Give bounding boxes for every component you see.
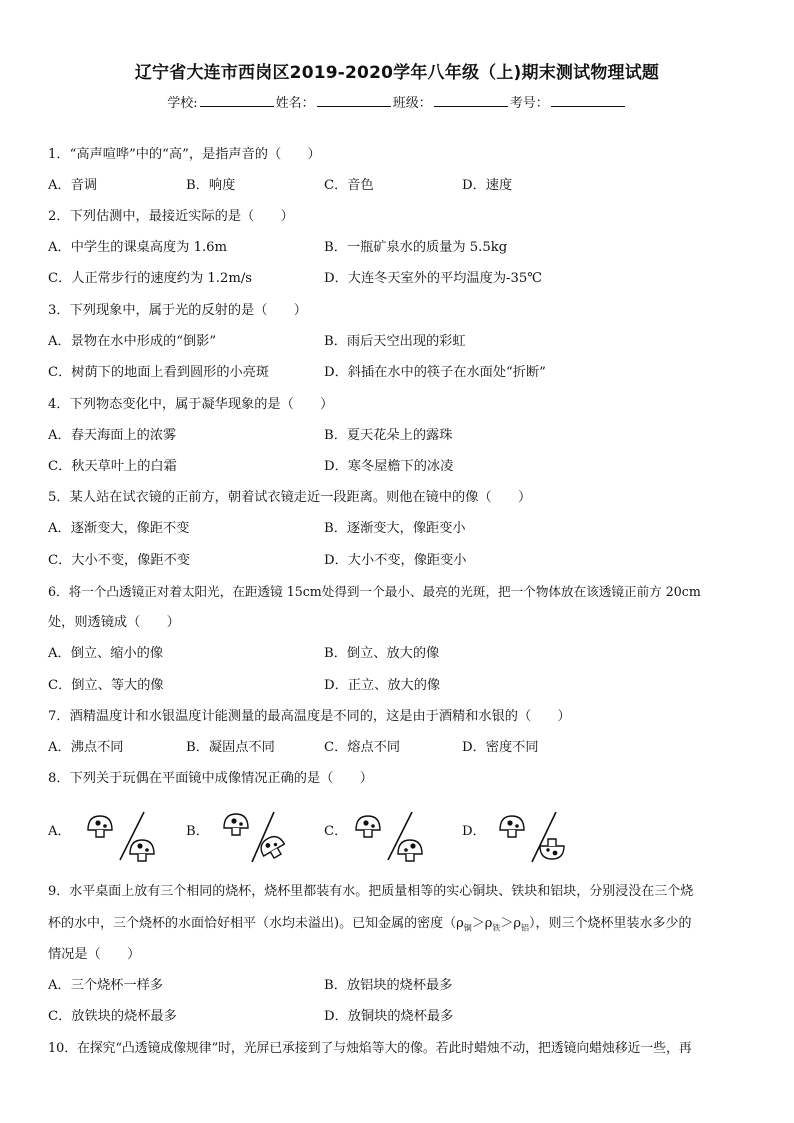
question-3-option-b: B．雨后天空出现的彩虹 [324,334,466,349]
toy-mushroom-image-icon [257,833,288,862]
toy-mushroom-image-icon [398,840,422,861]
name-label: 姓名： [275,96,315,111]
question-6-stem-cont: 处，则透镜成（ ） [48,615,180,630]
question-7-stem: 7．酒精温度计和水银温度计能测量的最高温度是不同的，这是由于酒精和水银的（ ） [48,709,571,724]
exam-title: 辽宁省大连市西岗区2019-2020学年八年级（上)期末测试物理试题 [134,63,660,83]
question-5-option-b: B．逐渐变大，像距变小 [324,521,466,536]
question-3-option-d: D．斜插在水中的筷子在水面处“折断” [324,365,546,380]
question-7-option-c: C．熔点不同 [324,740,401,755]
id-blank[interactable] [551,94,625,107]
question-4-option-b: B．夏天花朵上的露珠 [324,428,453,443]
question-8-option-d-label: D． [462,824,486,839]
question-2-option-c: C．人正常步行的速度约为 1.2m/s [48,271,253,286]
question-2-stem: 2．下列估测中，最接近实际的是（ ） [48,209,294,224]
question-2-option-d: D．大连冬天室外的平均温度为-35℃ [324,271,542,286]
question-1-stem: 1．“高声喧哗”中的“高”，是指声音的（ ） [48,147,321,162]
question-5-stem: 5．某人站在试衣镜的正前方，朝着试衣镜走近一段距离。则他在镜中的像（ ） [48,490,532,505]
question-1-option-d: D．速度 [462,178,513,193]
question-3-option-a: A．景物在水中形成的“倒影” [48,334,217,349]
question-5-option-a: A．逐渐变大，像距不变 [48,521,190,536]
mirror-image-figure-c [350,808,450,868]
question-5-option-c: C．大小不变，像距不变 [48,553,190,568]
question-8-stem: 8．下列关于玩偶在平面镜中成像情况正确的是（ ） [48,771,373,786]
question-8-option-c[interactable] [324,808,444,868]
question-9-stem: 9．水平桌面上放有三个相同的烧杯，烧杯里都装有水。把质量相等的实心铜块、铁块和铝块，分别浸没在三个烧 [48,884,694,899]
mirror-image-figure-b [216,808,316,868]
class-blank[interactable] [434,94,508,107]
question-6-option-b: B．倒立、放大的像 [324,646,440,661]
question-3-option-c: C．树荫下的地面上看到圆形的小亮斑 [48,365,270,380]
question-6-option-c: C．倒立、等大的像 [48,678,164,693]
question-8-option-a[interactable] [48,808,168,868]
question-8-option-b-label: B． [186,824,209,839]
question-8-option-a-label: A． [48,824,71,839]
toy-mushroom-icon [88,816,112,837]
mirror-image-figure-d [494,808,594,868]
question-9-stem-cont-b: ），则三个烧杯里装水多少的 [529,916,692,931]
question-7-option-d: D．密度不同 [462,740,539,755]
question-9-stem-cont [48,915,692,938]
question-9-stem-cont-2: 情况是（ ） [48,947,141,962]
toy-mushroom-icon [224,814,248,835]
question-9-option-b: B．放铝块的烧杯最多 [324,978,453,993]
question-6-option-d: D．正立、放大的像 [324,678,441,693]
toy-mushroom-image-icon [540,839,564,859]
question-8-option-c-label: C． [324,824,348,839]
question-7-option-b: B．凝固点不同 [186,740,275,755]
question-2-option-b: B．一瓶矿泉水的质量为 5.5kg [324,240,508,255]
rho-iron-sub: 铁 [492,923,501,933]
question-3-stem: 3．下列现象中，属于光的反射的是（ ） [48,303,307,318]
question-8-option-b[interactable] [186,808,306,868]
question-4-option-d: D．寒冬屋檐下的冰凌 [324,459,454,474]
question-6-stem: 6．将一个凸透镜正对着太阳光，在距透镜 15cm处得到一个最小、最亮的光斑，把一个物体放在该透镜正前方 20cm [48,584,701,599]
question-4-option-a: A．春天海面上的浓雾 [48,428,177,443]
school-label: 学校: [167,96,198,111]
name-blank[interactable] [317,94,391,107]
question-6-option-a: A．倒立、缩小的像 [48,646,164,661]
question-1-option-c: C．音色 [324,178,374,193]
question-1-option-b: B．响度 [186,178,236,193]
question-7-option-a: A．沸点不同 [48,740,124,755]
question-10-stem: 10．在探究“凸透镜成像规律”时，光屏已承接到了与烛焰等大的像。若此时蜡烛不动，把透镜向蜡烛移近一些，再 [48,1041,692,1056]
question-9-gt1: ＞ρ [471,916,493,931]
toy-mushroom-icon [356,816,380,837]
question-8-option-d[interactable] [462,808,582,868]
rho-aluminum-sub: 铝 [521,923,530,933]
toy-mushroom-image-icon [130,840,154,861]
question-9-option-c: C．放铁块的烧杯最多 [48,1009,177,1024]
class-label: 班级： [392,96,432,111]
rho-copper-sub: 铜 [463,923,472,933]
school-blank[interactable] [200,94,274,107]
question-9-stem-cont-a: 杯的水中，三个烧杯的水面恰好相平（水均未溢出)。已知金属的密度（ρ [48,916,464,931]
question-1-option-a: A．音调 [48,178,98,193]
id-label: 考号： [509,96,549,111]
mirror-image-figure-a [78,808,178,868]
question-5-option-d: D．大小不变，像距变小 [324,553,467,568]
question-9-option-a: A．三个烧杯一样多 [48,978,164,993]
question-2-option-a: A．中学生的课桌高度为 1.6m [48,240,228,255]
toy-mushroom-icon [500,816,524,837]
question-4-option-c: C．秋天草叶上的白霜 [48,459,177,474]
question-9-option-d: D．放铜块的烧杯最多 [324,1009,454,1024]
question-9-gt2: ＞ρ [500,916,522,931]
question-4-stem: 4．下列物态变化中，属于凝华现象的是（ ） [48,397,334,412]
student-info-line [0,92,794,111]
